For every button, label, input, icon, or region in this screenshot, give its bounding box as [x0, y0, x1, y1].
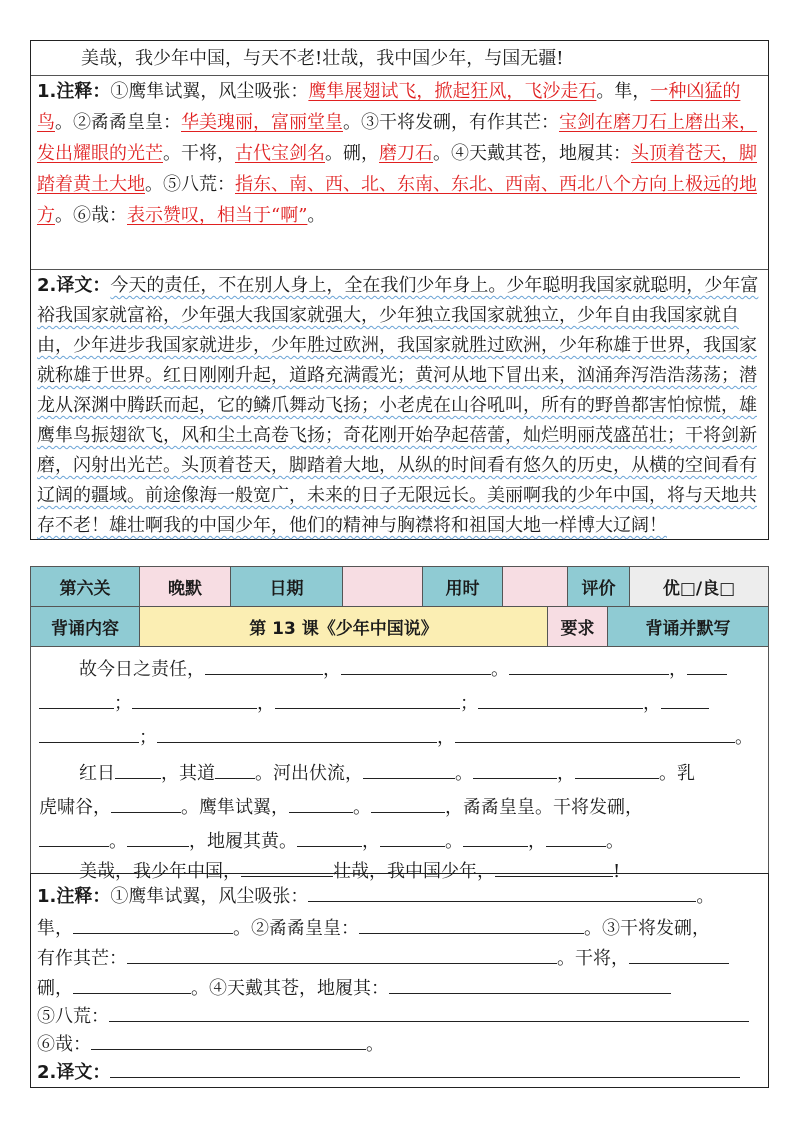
line5-prompt-c: ，矞矞皇皇。干将发硎， — [445, 797, 643, 818]
translation-answer — [37, 271, 764, 541]
note5-prompt: ⑤八荒： — [37, 1006, 109, 1027]
note6-prompt: ⑥哉： — [37, 1034, 91, 1055]
fill-blank[interactable] — [661, 692, 709, 709]
practice-line-5: 虎啸谷， 。鹰隼试翼， 。 ，矞矞皇皇。干将发硎， — [39, 797, 643, 818]
line5-prompt-b: 。鹰隼试翼， — [181, 797, 289, 818]
time-field[interactable] — [503, 567, 568, 607]
notes-line-4 — [37, 974, 671, 1000]
fill-blank[interactable] — [308, 885, 696, 902]
line4-prompt-a: 红日 — [79, 763, 115, 784]
note1-term: ①鹰隼试翼，风尘吸张： — [110, 81, 309, 102]
note2-prompt: 。②矞矞皇皇： — [233, 918, 359, 939]
translation-line — [37, 1058, 740, 1084]
notes-heading: 1.注释： — [37, 886, 111, 907]
note1-prompt: ①鹰隼试翼，风尘吸张： — [110, 886, 309, 907]
note3d-prompt: 硎， — [37, 978, 73, 999]
notes-line-2 — [37, 914, 710, 940]
fill-blank[interactable] — [39, 830, 109, 847]
notes-line-6: ⑥哉： 。 — [37, 1034, 384, 1055]
line5-prompt-a: 虎啸谷， — [39, 797, 111, 818]
note3-answer2: 古代宝剑名 — [235, 143, 325, 164]
fill-blank[interactable] — [115, 762, 161, 779]
fill-blank[interactable] — [371, 796, 445, 813]
fill-blank[interactable] — [687, 658, 727, 675]
date-label: 日期 — [231, 567, 343, 607]
line4-prompt-d: 。乳 — [659, 763, 695, 784]
note3-mid: 。干将， — [163, 143, 235, 164]
note2-term: 。②矞矞皇皇： — [55, 112, 181, 133]
notes-line-1: 1.注释：①鹰隼试翼，风尘吸张： 。 — [37, 886, 715, 907]
note3-term: 。③干将发硎，有作其芒： — [343, 112, 559, 133]
practice-line-2: ； ， ； ， — [39, 689, 709, 715]
note1-mid: 。隼， — [596, 81, 651, 102]
grade-options[interactable]: 优□/良□ — [630, 567, 768, 607]
fill-blank[interactable] — [39, 692, 114, 709]
grade-label: 评价 — [568, 567, 630, 607]
note4-prompt: 。④天戴其苍，地履其： — [191, 978, 389, 999]
fill-blank[interactable] — [455, 726, 735, 743]
note6-term: 。⑥哉： — [55, 205, 127, 226]
fill-blank[interactable] — [363, 762, 455, 779]
practice-line-6: 。 ，地履其黄。 ， 。 ， 。 — [39, 827, 624, 853]
notes-line-3 — [37, 944, 729, 970]
notes-heading: 1.注释： — [37, 81, 111, 102]
fill-blank[interactable] — [463, 830, 528, 847]
line6-prompt: ，地履其黄。 — [189, 831, 297, 852]
fill-blank[interactable] — [546, 830, 606, 847]
fill-blank[interactable] — [473, 762, 557, 779]
fill-blank[interactable] — [389, 977, 671, 994]
lesson-title: 第 13 课《少年中国说》 — [140, 607, 548, 646]
fill-blank[interactable] — [109, 1005, 749, 1022]
translation-blank[interactable] — [110, 1061, 740, 1078]
note2-answer: 华美瑰丽，富丽堂皇 — [181, 112, 343, 133]
note3c-prompt: 。干将， — [557, 948, 629, 969]
requirement-label: 要求 — [548, 607, 608, 646]
fill-blank[interactable] — [205, 658, 323, 675]
line4-prompt-c: 。河出伏流， — [255, 763, 363, 784]
fill-blank[interactable] — [575, 762, 659, 779]
closing-quote: 美哉，我少年中国，与天不老!壮哉，我中国少年，与国无疆! — [81, 48, 564, 69]
fill-blank[interactable] — [509, 658, 669, 675]
type-cell: 晚默 — [140, 567, 231, 607]
line1-prompt: 故今日之责任， — [79, 659, 205, 680]
fill-blank[interactable] — [275, 692, 460, 709]
fill-blank[interactable] — [127, 947, 557, 964]
line7-prompt-a: 美哉，我少年中国， — [79, 861, 241, 882]
practice-line-1: 故今日之责任， ， 。 ， — [79, 655, 727, 681]
line4-prompt-b: ，其道 — [161, 763, 215, 784]
fill-blank[interactable] — [111, 796, 181, 813]
note3-answer: 宝剑在磨刀石上磨出来，发出耀眼的光芒 — [37, 112, 757, 164]
notes-line-5 — [37, 1002, 749, 1028]
translation-heading: 2.译文： — [37, 1062, 111, 1083]
fill-blank[interactable] — [380, 830, 445, 847]
line7-prompt-b: 壮哉，我中国少年， — [333, 861, 495, 882]
fill-blank[interactable] — [629, 947, 729, 964]
fill-blank[interactable] — [341, 658, 491, 675]
fill-blank[interactable] — [297, 830, 362, 847]
task-header-table — [30, 566, 769, 647]
notes-answers — [37, 76, 764, 231]
note1-answer: 鹰隼展翅试飞，掀起狂风，飞沙走石 — [308, 81, 597, 102]
fill-blank[interactable] — [127, 830, 189, 847]
translation-heading: 2.译文： — [37, 275, 111, 296]
translation-text: 今天的责任，不在别人身上，全在我们少年身上。少年聪明我国家就聪明，少年富裕我国家就富裕，少年强大我国家就强大，少年独立我国家就独立，少年自由我国家就自由，少年进步我国家就进步，少年胜过欧洲，我国家就胜过欧洲，少年称雄于世界，我国家就称雄于世界。红日刚刚升起，道路充满霞光；黄河从地下冒出来，汹涌奔泻浩浩荡荡；潜龙从深渊中腾跃而起，它的鳞爪舞动飞扬；小老虎在山谷吼叫，所有的野兽都害怕惊慌，雄鹰隼鸟振翅欲飞，风和尘土高卷飞扬；奇花刚开始孕起蓓蕾，灿烂明丽茂盛茁壮；干将剑新磨，闪射出光芒。头顶着苍天，脚踏着大地，从纵的时间看有悠久的历史，从横的空间看有辽阔的疆域。前途像海一般宽广，未来的日子无限远长。美丽啊我的少年中国，将与天地共存不老！雄壮啊我的中国少年，他们的精神与胸襟将和祖国大地一样博大辽阔！ — [37, 275, 759, 536]
note5-answer: 指东、南、西、北、东南、东北、西南、西北八个方向上极远的地方 — [37, 174, 757, 226]
answer-box — [30, 40, 769, 540]
fill-blank[interactable] — [73, 917, 233, 934]
note4-term: 。④天戴其苍，地履其： — [433, 143, 631, 164]
fill-blank[interactable] — [91, 1033, 366, 1050]
fill-blank[interactable] — [157, 726, 437, 743]
line7-end: ! — [613, 861, 621, 882]
date-field[interactable] — [343, 567, 423, 607]
note1b-prompt: 隼， — [37, 918, 73, 939]
note5-term: 。⑤八荒： — [145, 174, 235, 195]
note6-answer: 表示赞叹，相当于“啊” — [127, 205, 308, 226]
divider — [31, 269, 768, 270]
content-label: 背诵内容 — [31, 607, 140, 646]
note4-answer: 头顶着苍天，脚踏着黄土大地 — [37, 143, 757, 195]
time-label: 用时 — [423, 567, 503, 607]
fill-blank[interactable] — [359, 917, 584, 934]
fill-blank[interactable] — [215, 762, 255, 779]
note3-answer3: 磨刀石 — [379, 143, 433, 164]
fill-blank[interactable] — [39, 726, 139, 743]
note1-answer2: 一种凶猛的鸟 — [37, 81, 741, 133]
fill-blank[interactable] — [132, 692, 257, 709]
fill-blank[interactable] — [289, 796, 353, 813]
practice-line-3: ； ， 。 — [39, 723, 753, 749]
requirement-value: 背诵并默写 — [608, 607, 768, 646]
note3-mid2: 。硎， — [325, 143, 379, 164]
note3b-prompt: 有作其芒： — [37, 948, 127, 969]
fill-blank[interactable] — [478, 692, 643, 709]
notes-practice-box — [30, 873, 769, 1088]
level-cell: 第六关 — [31, 567, 140, 607]
practice-line-4: 红日 ，其道 。河出伏流， 。 ， 。乳 — [79, 763, 695, 784]
note3-prompt: 。③干将发硎， — [584, 918, 710, 939]
recitation-practice — [30, 647, 769, 882]
note-end: 。 — [307, 205, 326, 226]
fill-blank[interactable] — [73, 977, 191, 994]
